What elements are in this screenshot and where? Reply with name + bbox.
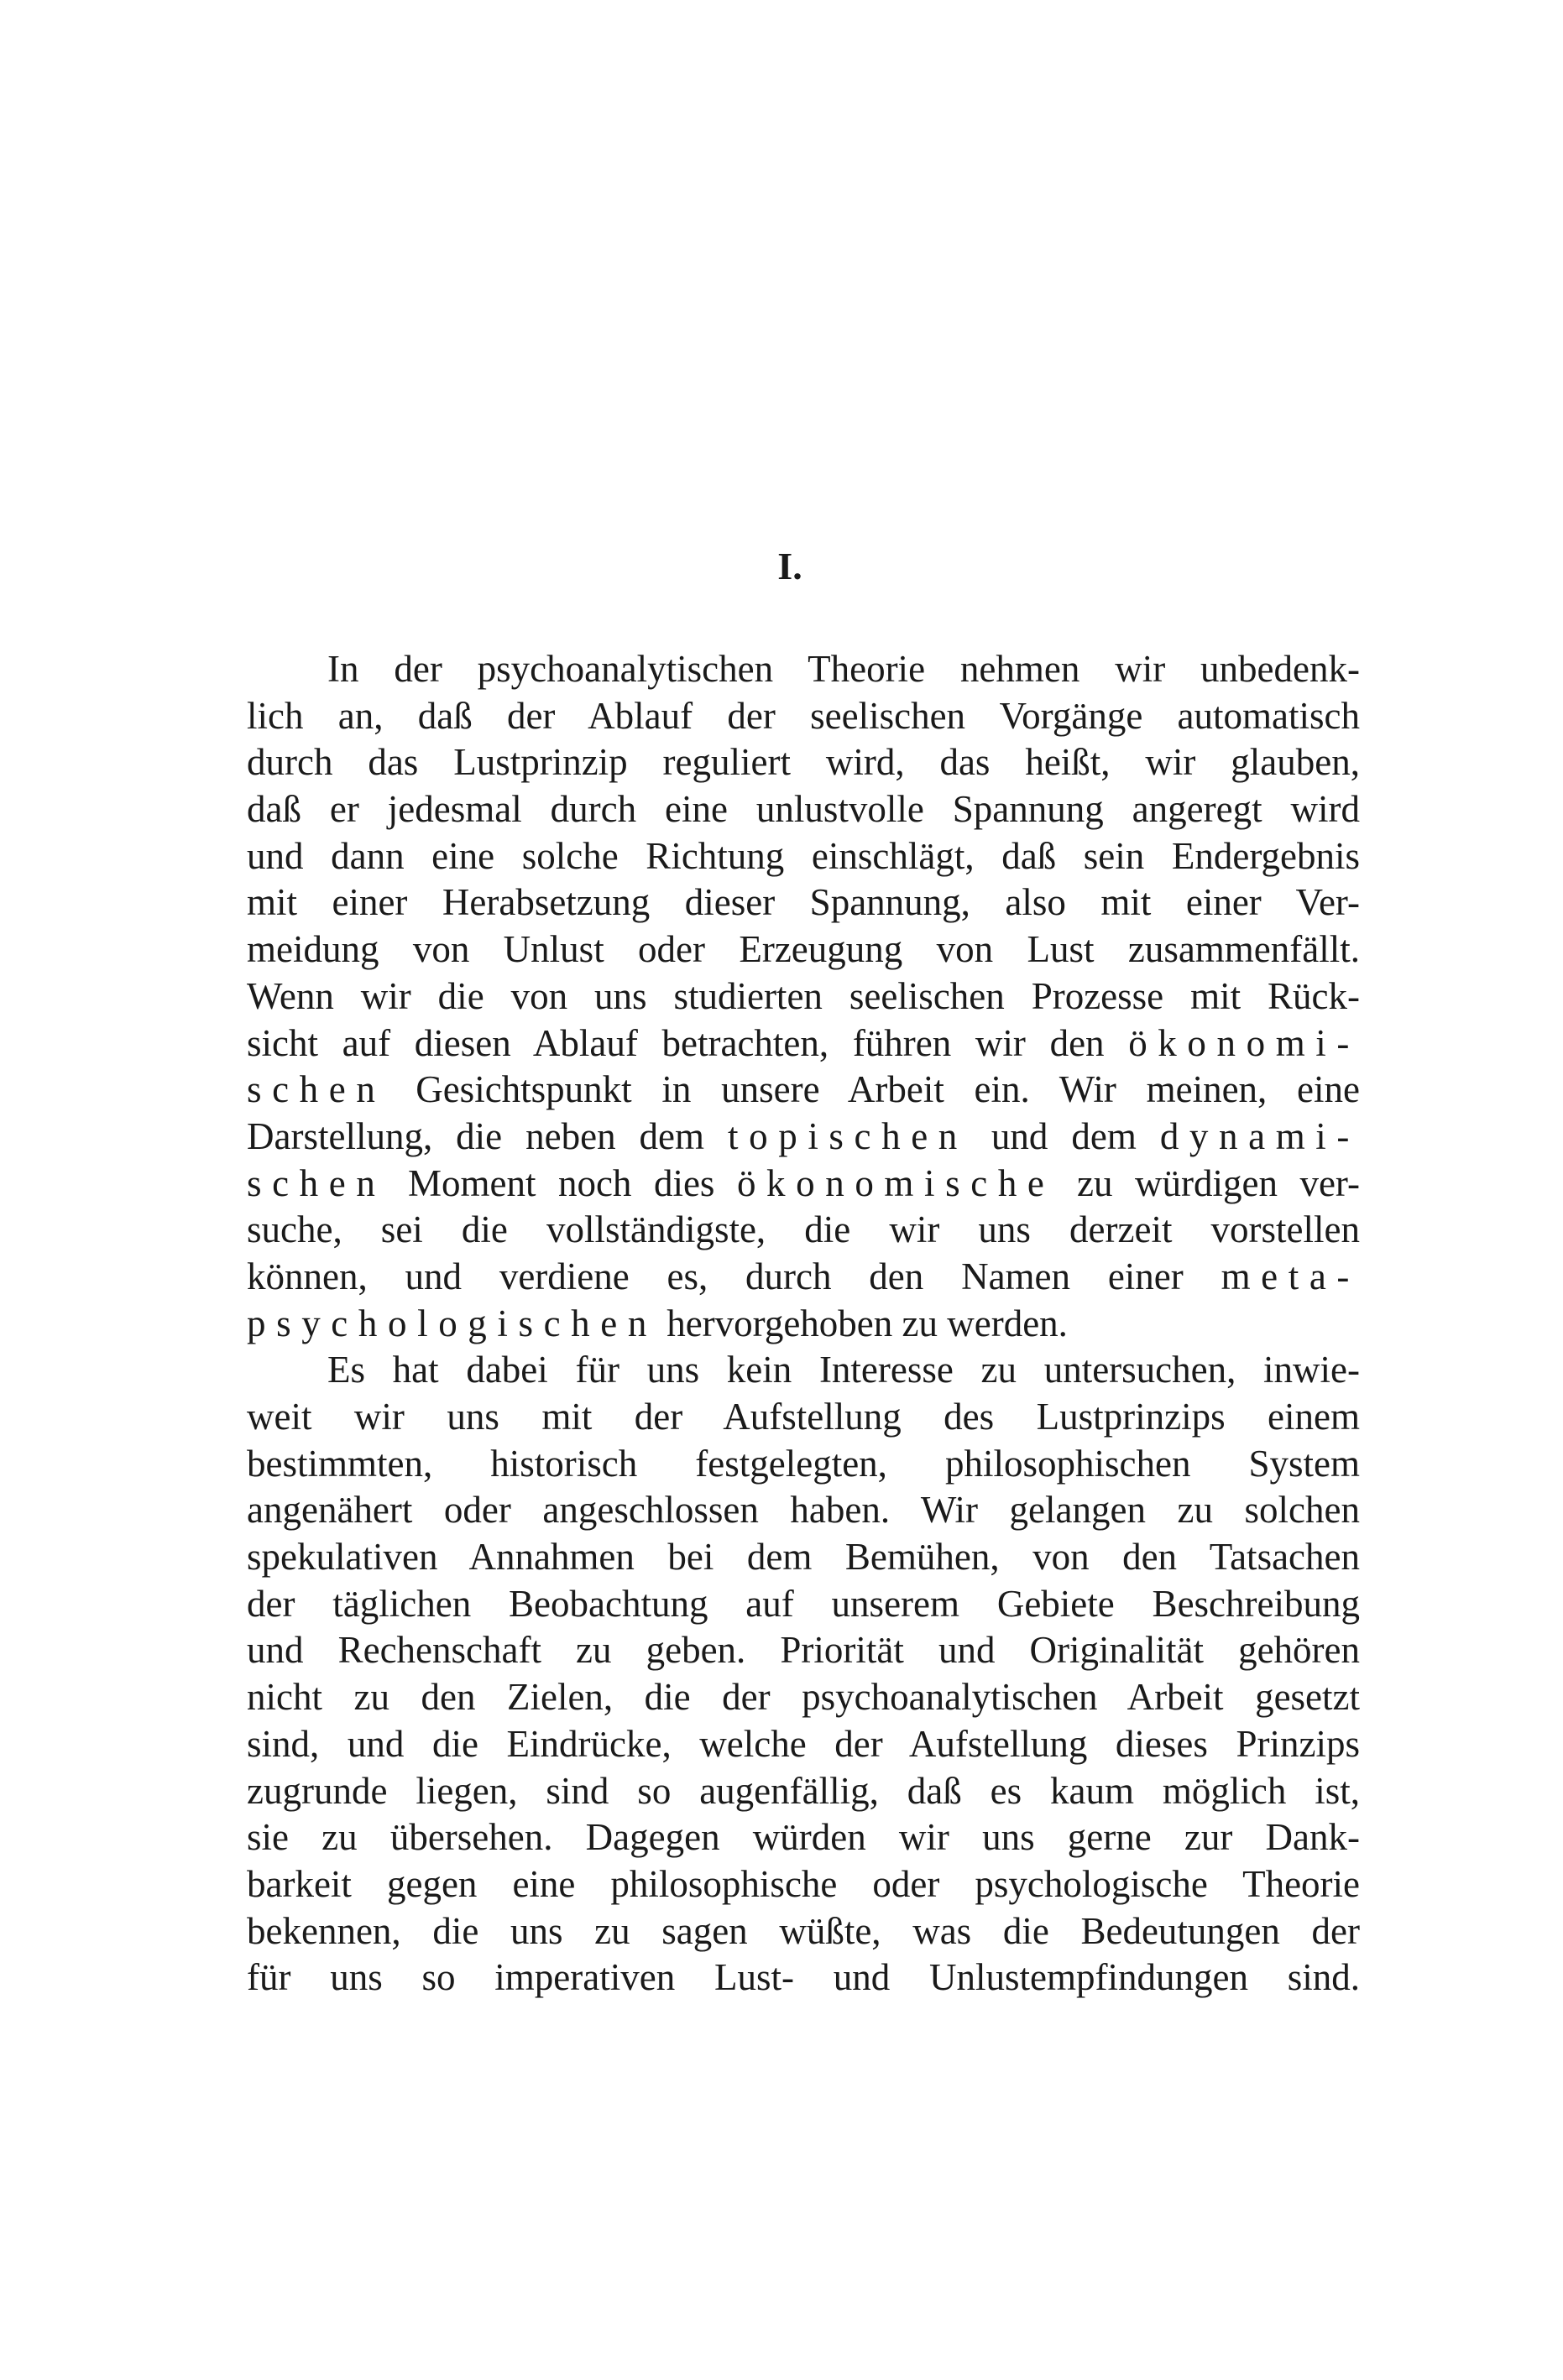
text-line: sind, und die Eindrücke, welche der Aufstellung dieses Prinzips	[247, 1722, 1360, 1765]
text-line: Darstellung, die neben dem topischen und dem dynami-	[247, 1114, 1360, 1157]
text-line: spekulativen Annahmen bei dem Bemühen, von den Tatsachen	[247, 1536, 1360, 1579]
text-line: der täglichen Beobachtung auf unserem Gebiete Beschreibung	[247, 1582, 1360, 1625]
text-line: lich an, daß der Ablauf der seelischen Vorgänge automatisch	[247, 694, 1360, 737]
text-line: und dann eine solche Richtung einschlägt, daß sein Endergebnis	[247, 834, 1360, 877]
spaced-emphasis: topischen	[728, 1114, 968, 1157]
text-line: können, und verdiene es, durch den Namen einer meta-	[247, 1255, 1360, 1297]
spaced-emphasis: schen	[247, 1161, 386, 1204]
text-line: Wenn wir die von uns studierten seelischen Prozesse mit Rück-	[247, 974, 1360, 1017]
spaced-emphasis: psychologischen	[247, 1302, 657, 1344]
text-line: In der psychoanalytischen Theorie nehmen wir unbedenk-	[327, 648, 1360, 690]
spaced-emphasis: ökonomi-	[1128, 1021, 1360, 1064]
text-line: durch das Lustprinzip reguliert wird, das heißt, wir glauben,	[247, 741, 1360, 784]
spaced-emphasis: meta-	[1221, 1255, 1360, 1297]
text-line: Es hat dabei für uns kein Interesse zu untersuchen, inwie-	[327, 1349, 1360, 1391]
text-line: zugrunde liegen, sind so augenfällig, daß es kaum möglich ist,	[247, 1769, 1360, 1812]
text-line: daß er jedesmal durch eine unlustvolle Spannung angeregt wird	[247, 788, 1360, 831]
text-line: und Rechenschaft zu geben. Priorität und Originalität gehören	[247, 1629, 1360, 1672]
chapter-heading: I.	[777, 545, 802, 587]
text-line: barkeit gegen eine philosophische oder psychologische Theorie	[247, 1862, 1360, 1905]
text-line: schen Gesichtspunkt in unsere Arbeit ein. Wir meinen, eine	[247, 1068, 1360, 1111]
text-line: sie zu übersehen. Dagegen würden wir uns gerne zur Dank-	[247, 1816, 1360, 1859]
text-line: suche, sei die vollständigste, die wir uns derzeit vorstellen	[247, 1208, 1360, 1251]
body-text	[247, 646, 1360, 2002]
spaced-emphasis: ökonomische	[736, 1161, 1055, 1204]
text-line: für uns so imperativen Lust- und Unlustempfindungen sind.	[247, 1956, 1360, 1999]
text-line: nicht zu den Zielen, die der psychoanalytischen Arbeit gesetzt	[247, 1676, 1360, 1719]
text-line: psychologischen hervorgehoben zu werden.	[247, 1302, 1068, 1344]
text-line: angenähert oder angeschlossen haben. Wir gelangen zu solchen	[247, 1489, 1360, 1532]
text-line: meidung von Unlust oder Erzeugung von Lust zusammenfällt.	[247, 928, 1360, 971]
text-line: schen Moment noch dies ökonomische zu würdigen ver-	[247, 1161, 1360, 1204]
spaced-emphasis: schen	[247, 1068, 386, 1111]
spaced-emphasis: dynami-	[1159, 1114, 1360, 1157]
text-line: bekennen, die uns zu sagen wüßte, was die Bedeutungen der	[247, 1909, 1360, 1952]
text-line: mit einer Herabsetzung dieser Spannung, also mit einer Ver-	[247, 881, 1360, 924]
text-line: sicht auf diesen Ablauf betrachten, führen wir den ökonomi-	[247, 1021, 1360, 1064]
text-line: weit wir uns mit der Aufstellung des Lustprinzips einem	[247, 1396, 1360, 1438]
text-line: bestimmten, historisch festgelegten, philosophischen System	[247, 1442, 1360, 1485]
